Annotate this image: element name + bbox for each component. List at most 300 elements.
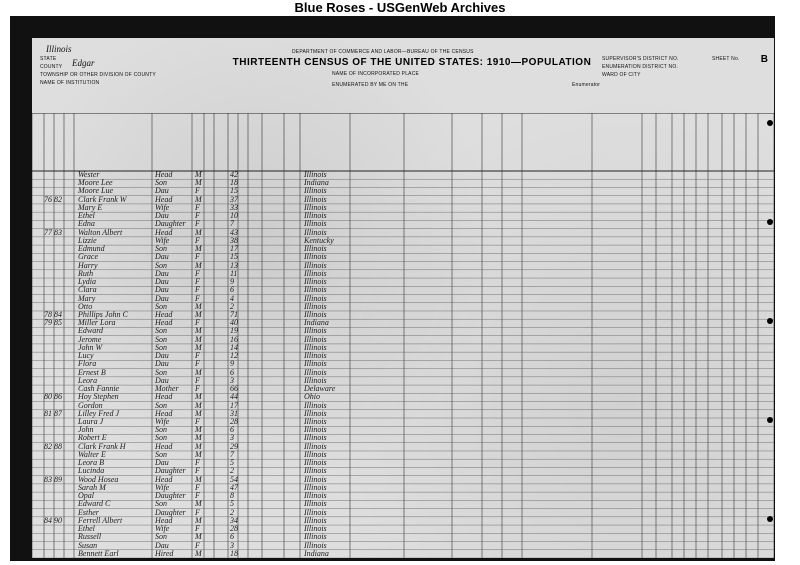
cell-name: Laura J [78,417,104,427]
cell-sex: F [195,285,200,295]
cell-age: 11 [230,268,238,278]
cell-age: 4 [230,293,234,303]
cell-sex: F [195,540,200,550]
cell-relation: Dau [155,540,169,550]
cell-relation: Daughter [155,491,186,501]
cell-age: 3 [230,375,234,385]
cell-name: Edward [78,326,104,336]
cell-birthplace: Illinois [304,449,327,459]
cell-age: 6 [230,532,234,542]
cell-birthplace: Delaware [304,384,336,394]
cell-age: 13 [230,260,238,270]
cell-birthplace: Illinois [304,540,327,550]
cell-family: 90 [54,515,62,525]
cell-birthplace: Indiana [304,318,329,328]
table-row [32,352,774,360]
cell-sex: M [195,474,202,484]
cell-birthplace: Illinois [304,474,327,484]
cell-relation: Dau [155,252,169,262]
cell-name: Ethel [78,524,95,534]
cell-name: Lilley Fred J [78,408,120,418]
cell-birthplace: Illinois [304,441,327,451]
cell-birthplace: Illinois [304,170,327,179]
cell-birthplace: Illinois [304,367,327,377]
cell-age: 12 [230,351,238,361]
cell-sex: M [195,326,202,336]
cell-relation: Son [155,326,167,336]
cell-name: Jerome [78,334,102,344]
cell-age: 16 [230,334,238,344]
cell-sex: M [195,170,202,179]
table-row [32,509,774,517]
cell-sex: F [195,351,200,361]
cell-age: 10 [230,211,238,221]
sheet-letter: B [760,54,768,65]
cell-age: 2 [230,507,234,517]
table-row [32,410,774,418]
cell-sex: F [195,211,200,221]
table-row [32,550,774,558]
cell-relation: Son [155,433,167,443]
table-row [32,467,774,475]
cell-sex: M [195,178,202,188]
cell-relation: Head [155,515,173,525]
cell-age: 14 [230,342,238,352]
cell-name: Ernest B [78,367,106,377]
cell-sex: F [195,219,200,229]
cell-age: 66 [230,384,238,394]
cell-birthplace: Illinois [304,351,327,361]
cell-birthplace: Illinois [304,211,327,221]
cell-birthplace: Illinois [304,194,327,204]
cell-relation: Head [155,318,173,328]
cell-relation: Wife [155,202,170,212]
cell-age: 18 [230,178,238,188]
cell-name: Susan [78,540,98,550]
cell-birthplace: Illinois [304,375,327,385]
cell-name: Leora [78,375,98,385]
cell-name: John [78,425,94,435]
cell-family: 82 [54,194,62,204]
cell-sex: M [195,548,202,558]
cell-family: 89 [54,474,62,484]
cell-relation: Dau [155,268,169,278]
cell-family: 86 [54,392,62,402]
enumerated-label: ENUMERATED BY ME ON THE [332,82,409,88]
cell-sex: M [195,425,202,435]
cell-birthplace: Indiana [304,178,329,188]
cell-name: Wood Hosea [78,474,119,484]
township-label: TOWNSHIP OR OTHER DIVISION OF COUNTY [40,72,156,78]
cell-relation: Dau [155,359,169,369]
cell-age: 18 [230,548,238,558]
cell-dwelling: 81 [44,408,52,418]
cell-age: 5 [230,458,234,468]
cell-sex: M [195,227,202,237]
county-value: Edgar [72,58,95,68]
cell-age: 8 [230,491,234,501]
cell-relation: Dau [155,277,169,287]
cell-dwelling: 76 [44,194,52,204]
institution-label: NAME OF INSTITUTION [40,80,100,86]
cell-name: Sarah M [78,482,106,492]
cell-relation: Dau [155,211,169,221]
cell-relation: Wife [155,482,170,492]
table-row [32,336,774,344]
cell-name: Leora B [78,458,104,468]
cell-name: Hoy Stephen [78,392,119,402]
cell-sex: M [195,309,202,319]
cell-family: 83 [54,227,62,237]
table-row [32,237,774,245]
cell-age: 7 [230,219,234,229]
cell-relation: Son [155,367,167,377]
state-label: STATE [40,56,57,62]
cell-birthplace: Illinois [304,499,327,509]
cell-sex: F [195,375,200,385]
cell-sex: F [195,252,200,262]
cell-sex: M [195,244,202,254]
table-row [32,311,774,319]
cell-birthplace: Illinois [304,334,327,344]
cell-birthplace: Illinois [304,400,327,410]
sheet-number-label: SHEET No. [712,56,740,62]
cell-sex: F [195,235,200,245]
cell-relation: Dau [155,285,169,295]
cell-sex: F [195,491,200,501]
table-row [32,327,774,335]
cell-age: 7 [230,449,234,459]
cell-birthplace: Illinois [304,285,327,295]
table-row [32,369,774,377]
table-row [32,220,774,228]
table-row [32,451,774,459]
cell-relation: Dau [155,293,169,303]
cell-birthplace: Illinois [304,491,327,501]
cell-sex: M [195,449,202,459]
cell-relation: Hired [155,548,174,558]
cell-name: Moore Lue [78,186,114,196]
cell-relation: Head [155,441,173,451]
cell-sex: F [195,359,200,369]
cell-sex: M [195,499,202,509]
cell-birthplace: Illinois [304,515,327,525]
cell-sex: M [195,400,202,410]
cell-name: Opal [78,491,94,501]
cell-birthplace: Illinois [304,458,327,468]
county-label: COUNTY [40,64,63,70]
cell-name: Ruth [78,268,94,278]
cell-name: Grace [78,252,98,262]
table-row [32,245,774,253]
cell-name: Clara [78,285,97,295]
table-row [32,542,774,550]
cell-sex: M [195,441,202,451]
table-row [32,229,774,237]
cell-dwelling: 82 [44,441,52,451]
binding-hole [767,219,773,225]
cell-birthplace: Kentucky [304,235,334,245]
table-row [32,500,774,508]
cell-age: 17 [230,244,238,254]
cell-birthplace: Illinois [304,532,327,542]
cell-sex: F [195,318,200,328]
cell-age: 15 [230,252,238,262]
cell-relation: Daughter [155,219,186,229]
cell-sex: M [195,408,202,418]
cell-age: 6 [230,285,234,295]
binding-hole [767,318,773,324]
cell-dwelling: 80 [44,392,52,402]
cell-sex: M [195,342,202,352]
table-row [32,459,774,467]
cell-relation: Head [155,227,173,237]
cell-age: 6 [230,367,234,377]
cell-birthplace: Illinois [304,326,327,336]
enumerator-label: Enumerator [572,82,601,88]
cell-relation: Wife [155,417,170,427]
ward-label: WARD OF CITY [602,72,641,78]
cell-name: Clark Frank W [78,194,127,204]
table-row [32,434,774,442]
table-row [32,418,774,426]
cell-age: 34 [230,515,238,525]
cell-name: Edna [78,219,95,229]
cell-sex: M [195,367,202,377]
cell-relation: Daughter [155,466,186,476]
cell-sex: F [195,417,200,427]
table-row [32,360,774,368]
cell-birthplace: Illinois [304,425,327,435]
cell-age: 3 [230,540,234,550]
cell-age: 3 [230,433,234,443]
cell-birthplace: Illinois [304,359,327,369]
cell-age: 47 [230,482,238,492]
table-row [32,484,774,492]
cell-name: Russell [78,532,102,542]
table-row [32,443,774,451]
cell-birthplace: Illinois [304,507,327,517]
cell-age: 17 [230,400,238,410]
cell-name: Phillips John C [78,309,128,319]
table-row [32,319,774,327]
cell-relation: Head [155,170,173,179]
cell-sex: F [195,202,200,212]
state-value: Illinois [46,44,72,54]
cell-name: John W [78,342,103,352]
binding-hole [767,417,773,423]
cell-relation: Son [155,425,167,435]
cell-relation: Head [155,309,173,319]
binding-hole [767,516,773,522]
cell-relation: Dau [155,458,169,468]
cell-sex: M [195,194,202,204]
census-title: THIRTEENTH CENSUS OF THE UNITED STATES: 1910—POPULATION [232,57,592,68]
cell-age: 40 [230,318,238,328]
table-row [32,286,774,294]
cell-relation: Daughter [155,507,186,517]
cell-relation: Son [155,334,167,344]
cell-sex: F [195,277,200,287]
cell-name: Flora [78,359,97,369]
cell-name: Robert E [78,433,107,443]
cell-birthplace: Illinois [304,252,327,262]
cell-birthplace: Illinois [304,524,327,534]
cell-sex: M [195,515,202,525]
table-row [32,171,774,179]
cell-relation: Wife [155,235,170,245]
cell-name: Lydia [78,277,96,287]
cell-name: Edward C [78,499,111,509]
cell-dwelling: 77 [44,227,52,237]
cell-birthplace: Illinois [304,309,327,319]
supervisor-district-label: SUPERVISOR'S DISTRICT NO. [602,56,679,62]
cell-relation: Dau [155,351,169,361]
department-label: DEPARTMENT OF COMMERCE AND LABOR—BUREAU OF THE CENSUS [292,49,474,55]
cell-name: Harry [78,260,98,270]
table-row [32,402,774,410]
cell-name: Miller Lora [78,318,116,328]
cell-birthplace: Ohio [304,392,320,402]
cell-sex: M [195,532,202,542]
cell-birthplace: Illinois [304,408,327,418]
table-row [32,344,774,352]
cell-sex: F [195,186,200,196]
table-row [32,262,774,270]
cell-sex: F [195,293,200,303]
cell-relation: Head [155,408,173,418]
cell-name: Wester [78,170,100,179]
cell-name: Mary [78,293,96,303]
cell-age: 54 [230,474,238,484]
cell-sex: F [195,384,200,394]
cell-age: 31 [230,408,238,418]
cell-age: 9 [230,277,234,287]
cell-age: 43 [230,227,238,237]
cell-age: 44 [230,392,238,402]
cell-age: 38 [230,235,238,245]
cell-age: 33 [230,202,238,212]
table-row [32,385,774,393]
cell-name: Lucinda [78,466,105,476]
cell-relation: Dau [155,375,169,385]
table-row [32,253,774,261]
table-row [32,303,774,311]
cell-birthplace: Illinois [304,219,327,229]
cell-sex: M [195,392,202,402]
cell-age: 5 [230,499,234,509]
table-row [32,295,774,303]
cell-birthplace: Illinois [304,433,327,443]
cell-birthplace: Illinois [304,482,327,492]
cell-relation: Son [155,260,167,270]
cell-name: Lizzie [78,235,97,245]
cell-dwelling: 83 [44,474,52,484]
cell-family: 87 [54,408,62,418]
cell-relation: Wife [155,524,170,534]
census-grid [32,113,774,558]
cell-birthplace: Illinois [304,417,327,427]
table-row [32,377,774,385]
census-sheet [32,38,774,558]
cell-sex: M [195,301,202,311]
cell-sex: M [195,334,202,344]
cell-relation: Son [155,532,167,542]
cell-sex: F [195,458,200,468]
table-row [32,212,774,220]
cell-age: 19 [230,326,238,336]
cell-sex: F [195,524,200,534]
cell-name: Edmund [78,244,105,254]
census-page-scan [10,16,775,561]
table-row [32,179,774,187]
cell-relation: Son [155,301,167,311]
cell-sex: F [195,268,200,278]
cell-birthplace: Illinois [304,202,327,212]
cell-sex: F [195,507,200,517]
binding-hole [767,120,773,126]
cell-birthplace: Illinois [304,301,327,311]
cell-relation: Son [155,400,167,410]
cell-name: Esther [78,507,99,517]
cell-age: 15 [230,186,238,196]
table-row [32,278,774,286]
table-row [32,204,774,212]
table-row [32,525,774,533]
cell-relation: Head [155,392,173,402]
table-row [32,517,774,525]
enumeration-district-label: ENUMERATION DISTRICT NO. [602,64,679,70]
cell-age: 2 [230,301,234,311]
cell-birthplace: Illinois [304,342,327,352]
cell-age: 2 [230,466,234,476]
cell-age: 9 [230,359,234,369]
table-row [32,270,774,278]
cell-age: 71 [230,309,238,319]
cell-relation: Son [155,244,167,254]
cell-birthplace: Illinois [304,293,327,303]
cell-dwelling: 84 [44,515,52,525]
cell-family: 85 [54,318,62,328]
cell-name: Clark Frank H [78,441,126,451]
cell-birthplace: Indiana [304,548,329,558]
cell-name: Walter E [78,449,106,459]
cell-relation: Mother [155,384,179,394]
cell-name: Gordon [78,400,103,410]
table-row [32,426,774,434]
cell-relation: Son [155,342,167,352]
cell-name: Mary E [78,202,103,212]
cell-name: Ferrell Albert [78,515,123,525]
table-row [32,187,774,195]
cell-age: 37 [230,194,238,204]
cell-name: Ethel [78,211,95,221]
cell-age: 6 [230,425,234,435]
cell-name: Moore Lee [78,178,113,188]
cell-sex: F [195,466,200,476]
cell-birthplace: Illinois [304,244,327,254]
cell-age: 28 [230,417,238,427]
cell-sex: F [195,482,200,492]
cell-relation: Son [155,449,167,459]
cell-name: Otto [78,301,93,311]
archive-banner: Blue Roses - USGenWeb Archives [294,0,506,15]
table-row [32,533,774,541]
cell-name: Bennett Earl [78,548,119,558]
cell-birthplace: Illinois [304,466,327,476]
cell-birthplace: Illinois [304,186,327,196]
cell-relation: Dau [155,186,169,196]
